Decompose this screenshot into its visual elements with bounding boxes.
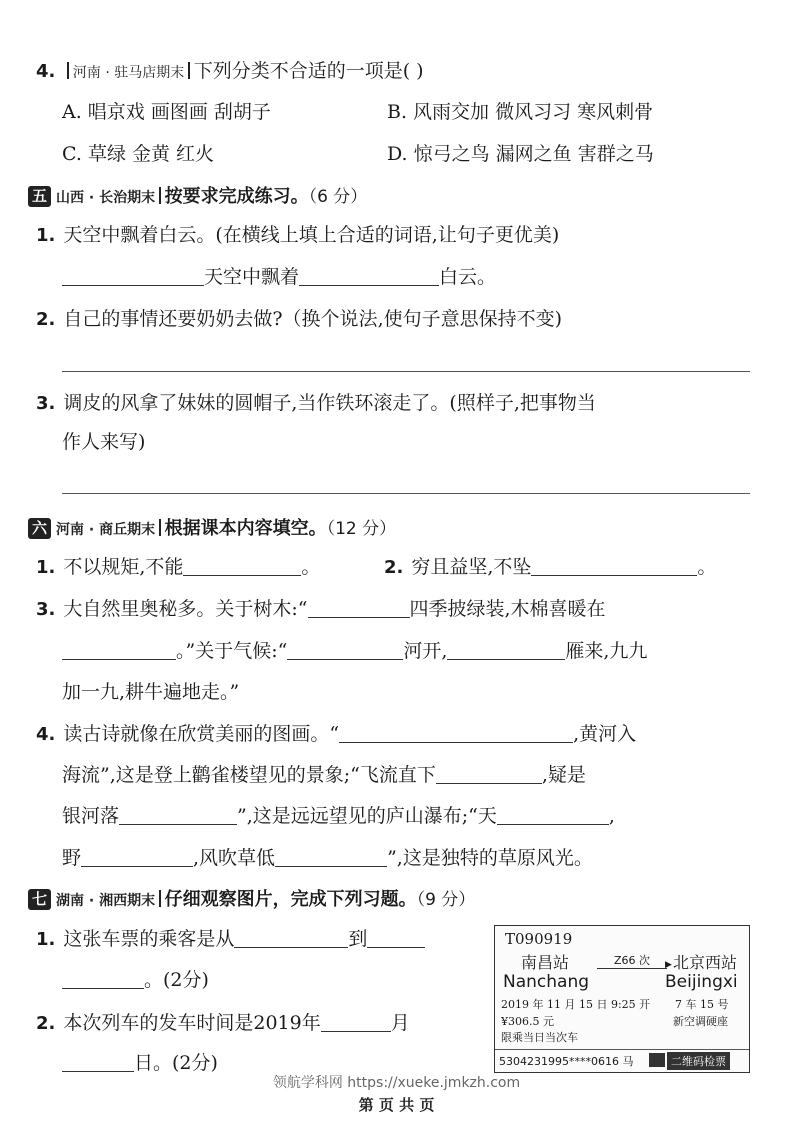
section-title: 根据课本内容填空。 bbox=[164, 518, 327, 539]
sec5-question-1: 1. 天空中飘着白云。(在横线上填上合适的词语,让句子更优美) bbox=[36, 224, 560, 246]
question-4-stem: 4. 河南 · 驻马店期末 下列分类不合适的一项是( ) bbox=[36, 60, 424, 82]
sec6-question-3-end: 加一九,耕牛遍地走。” bbox=[62, 681, 240, 703]
ticket-to-cn: 北京西站 bbox=[673, 953, 738, 972]
answer-blank[interactable] bbox=[339, 722, 573, 743]
sec6-question-3: 3. 大自然里奥秘多。关于树木:“ 四季披绿装,木棉喜暖在 bbox=[36, 598, 606, 620]
answer-blank[interactable] bbox=[275, 846, 387, 867]
section-badge: 五 bbox=[28, 186, 51, 207]
sec7-question-1-cont: 。(2分) bbox=[62, 967, 209, 993]
answer-blank[interactable] bbox=[119, 804, 237, 825]
ticket-divider bbox=[495, 1049, 749, 1050]
sec6-question-4-line2: 海流”,这是登上鹳雀楼望见的景象;“飞流直下 ,疑是 bbox=[62, 764, 586, 786]
answer-blank[interactable] bbox=[367, 927, 425, 948]
answer-blank[interactable] bbox=[447, 639, 565, 660]
section-badge: 六 bbox=[28, 518, 51, 539]
sec5-question-3: 3. 调皮的风拿了妹妹的圆帽子,当作铁环滚走了。(照样子,把事物当 bbox=[36, 392, 596, 414]
answer-blank[interactable] bbox=[531, 555, 697, 576]
answer-blank[interactable] bbox=[183, 555, 301, 576]
ticket-from-cn: 南昌站 bbox=[521, 953, 570, 972]
sec7-question-2: 2. 本次列车的发车时间是2019年 月 bbox=[36, 1012, 410, 1034]
answer-blank[interactable] bbox=[62, 1051, 134, 1072]
watermark: 领航学科网 https://xueke.jmkzh.com bbox=[272, 1075, 521, 1091]
sec7-question-1: 1. 这张车票的乘客是从 到 bbox=[36, 926, 425, 953]
ticket-from-en: Nanchang bbox=[503, 972, 590, 992]
ticket-datetime: 2019 年 11 月 15 日 9:25 开 bbox=[501, 998, 651, 1011]
ticket-to-en: Beijingxi bbox=[665, 972, 738, 992]
section-6-header: 六 河南 · 商丘期末 根据课本内容填空。（12 分） bbox=[28, 514, 396, 540]
ticket-train-no: Z66 次 bbox=[597, 952, 667, 969]
option-b: B. 风雨交加 微风习习 寒风刺骨 bbox=[387, 101, 654, 123]
sec6-question-4-line3: 银河落 ”,这是远远望见的庐山瀑布;“天 , bbox=[62, 805, 615, 827]
ticket-note: 限乘当日当次车 bbox=[501, 1031, 578, 1044]
ticket-code: T090919 bbox=[505, 930, 573, 948]
section-title: 按要求完成练习。 bbox=[164, 186, 309, 207]
answer-blank[interactable] bbox=[308, 597, 410, 618]
answer-blank[interactable] bbox=[299, 265, 439, 286]
arrow-right-icon: ▶ bbox=[665, 960, 672, 970]
ticket-seat-type: 新空调硬座 bbox=[673, 1015, 728, 1028]
ticket-seat: 7 车 15 号 bbox=[675, 998, 729, 1011]
section-title: 仔细观察图片，完成下列习题。 bbox=[164, 889, 417, 910]
answer-blank[interactable] bbox=[287, 639, 403, 660]
answer-blank[interactable] bbox=[62, 968, 144, 989]
qr-block-icon bbox=[649, 1053, 665, 1067]
sec5-q1-fill: 天空中飘着 白云。 bbox=[62, 264, 496, 290]
answer-blank[interactable] bbox=[62, 265, 204, 286]
answer-blank[interactable] bbox=[234, 927, 348, 948]
option-a: A. 唱京戏 画图画 刮胡子 bbox=[62, 101, 271, 123]
answer-line[interactable] bbox=[62, 371, 750, 372]
sec6-question-1: 1. 不以规矩,不能 。 bbox=[36, 556, 321, 578]
ticket-price: ¥306.5 元 bbox=[501, 1015, 554, 1028]
answer-blank[interactable] bbox=[81, 846, 193, 867]
section-7-header: 七 湖南 · 湘西期末 仔细观察图片，完成下列习题。（9 分） bbox=[28, 885, 475, 911]
page-footer: 第 页 共 页 bbox=[358, 1096, 435, 1114]
train-ticket-image bbox=[494, 925, 750, 1073]
answer-blank[interactable] bbox=[436, 763, 542, 784]
ticket-id-line: 5304231995****0616 马 bbox=[499, 1055, 634, 1068]
sec5-question-2: 2. 自己的事情还要奶奶去做?（换个说法,使句子意思保持不变) bbox=[36, 308, 563, 330]
option-c: C. 草绿 金黄 红火 bbox=[62, 143, 215, 165]
sec6-question-2: 2. 穷且益坚,不坠 。 bbox=[384, 556, 717, 578]
answer-blank[interactable] bbox=[497, 804, 609, 825]
sec6-question-4-line4: 野 ,风吹草低 ”,这是独特的草原风光。 bbox=[62, 847, 593, 869]
answer-blank[interactable] bbox=[321, 1011, 391, 1032]
answer-line[interactable] bbox=[62, 493, 750, 494]
option-d: D. 惊弓之鸟 漏网之鱼 害群之马 bbox=[387, 143, 654, 165]
sec5-question-3-cont: 作人来写) bbox=[62, 431, 146, 453]
question-source: 河南 · 驻马店期末 bbox=[72, 65, 185, 81]
sec6-question-4: 4. 读古诗就像在欣赏美丽的图画。“ ,黄河入 bbox=[36, 723, 637, 745]
ticket-qr-label: 二维码检票 bbox=[667, 1052, 730, 1070]
section-badge: 七 bbox=[28, 889, 51, 910]
sec6-question-3-cont: 。”关于气候:“ 河开, 雁来,九九 bbox=[62, 638, 647, 664]
answer-blank[interactable] bbox=[62, 639, 176, 660]
section-5-header: 五 山西 · 长治期末 按要求完成练习。（6 分） bbox=[28, 182, 367, 208]
sec7-question-2-cont: 日。(2分) bbox=[62, 1050, 218, 1076]
